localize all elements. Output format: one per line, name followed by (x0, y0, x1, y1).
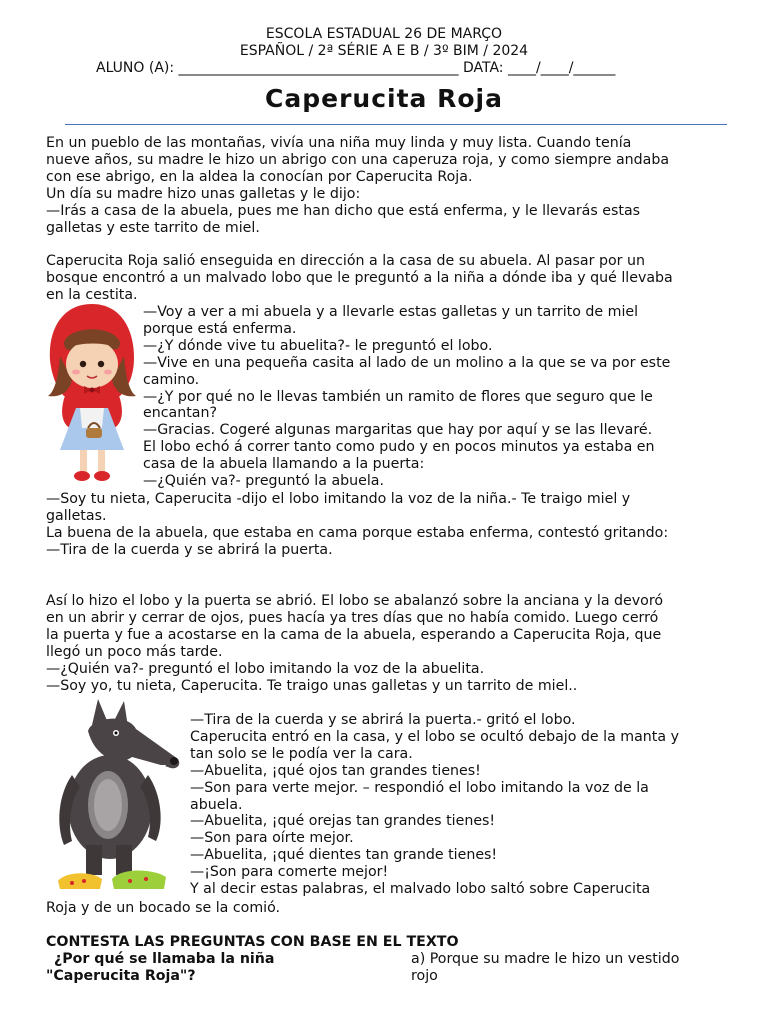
story-line: en la cestita. (46, 287, 138, 304)
story-line: llegó un poco más tarde. (46, 643, 223, 660)
story-line: El lobo echó á correr tanto como pudo y en pocos minutos ya estaba en (143, 439, 655, 456)
story-line: —Son para verte mejor. – respondió el lobo imitando la voz de la (190, 779, 649, 796)
story-line: Un día su madre hizo unas galletas y le dijo: (46, 185, 361, 202)
story-line: —Gracias. Cogeré algunas margaritas que hay por aquí y se las llevaré. (143, 422, 653, 439)
title-divider (65, 124, 727, 125)
student-line: ALUNO (A): ________________________________________ DATA: ____/____/______ (96, 60, 616, 76)
page-title: Caperucita Roja (265, 84, 503, 113)
story-line: —¿Y por qué no le llevas también un ramito de flores que seguro que le (143, 388, 653, 405)
story-line: —Abuelita, ¡qué ojos tan grandes tienes! (190, 762, 481, 779)
story-line: —¿Quién va?- preguntó la abuela. (143, 473, 385, 490)
story-line: galletas. (46, 507, 107, 524)
story-line: tan solo se le podía ver la cara. (190, 745, 413, 762)
story-line: —¡Son para comerte mejor! (190, 864, 389, 881)
story-line: Así lo hizo el lobo y la puerta se abrió. El lobo se abalanzó sobre la anciana y la devoró (46, 593, 664, 609)
answer-1-line-1: a) Porque su madre le hizo un vestido (411, 951, 680, 967)
story-line: porque está enferma. (143, 320, 297, 337)
story-line: galletas y este tarrito de miel. (46, 219, 260, 236)
story-block-2 (143, 304, 670, 490)
story-line: camino. (143, 371, 200, 388)
story-line: abuela. (190, 796, 243, 813)
story-line: con ese abrigo, en la aldea la conocían por Caperucita Roja. (46, 168, 473, 185)
caperucita-illustration (40, 300, 144, 486)
story-line: bosque encontró a un malvado lobo que le preguntó a la niña a dónde iba y qué llevaba (46, 270, 673, 287)
story-line: En un pueblo de las montañas, vivía una niña muy linda y muy lista. Cuando tenía (46, 135, 632, 151)
school-name: ESCOLA ESTADUAL 26 DE MARÇO (265, 26, 503, 42)
story-line: la puerta y fue a acostarse en la cama de la abuela, esperando a Caperucita Roja, que (46, 626, 662, 643)
wolf-illustration (52, 695, 186, 895)
story-line: —Vive en una pequeña casita al lado de un molino a la que se va por este (143, 354, 671, 371)
story-line: Y al decir estas palabras, el malvado lobo saltó sobre Caperucita (190, 881, 651, 898)
story-line: Caperucita Roja salió enseguida en dirección a la casa de su abuela. Al pasar por un (46, 253, 645, 270)
story-line: —Irás a casa de la abuela, pues me han dicho que está enferma, y le llevarás estas (46, 202, 641, 219)
story-line: La buena de la abuela, que estaba en cama porque estaba enferma, contestó gritando: (46, 524, 669, 541)
story-line: —Tira de la cuerda y se abrirá la puerta. (46, 541, 333, 558)
story-line: en un abrir y cerrar de ojos, pues hacía ya tres días que no había comido. Luego cerró (46, 609, 659, 626)
story-block-4 (46, 593, 663, 694)
story-line: —Abuelita, ¡qué orejas tan grandes tienes! (190, 813, 496, 830)
story-line: Caperucita entró en la casa, y el lobo se ocultó debajo de la manta y (190, 728, 679, 745)
story-line: —¿Quién va?- preguntó el lobo imitando la voz de la abuelita. (46, 660, 485, 677)
story-block-3 (46, 491, 668, 559)
answer-1-line-2: rojo (411, 968, 438, 984)
questions-heading: CONTESTA LAS PREGUNTAS CON BASE EN EL TEXTO (46, 934, 459, 950)
story-line: Roja y de un bocado se la comió. (46, 900, 281, 916)
story-line: —Soy yo, tu nieta, Caperucita. Te traigo unas galletas y un tarrito de miel.. (46, 677, 578, 694)
course-line: ESPAÑOL / 2ª SÉRIE A E B / 3º BIM / 2024 (239, 43, 529, 59)
story-line: encantan? (143, 405, 217, 422)
story-line: —Voy a ver a mi abuela y a llevarle estas galletas y un tarrito de miel (143, 304, 639, 320)
story-line: —¿Y dónde vive tu abuelita?- le preguntó el lobo. (143, 337, 493, 354)
story-line (46, 236, 673, 253)
question-1-line-1: ¿Por qué se llamaba la niña (54, 951, 275, 967)
question-1 (46, 951, 274, 968)
story-line: nueve años, su madre le hizo un abrigo con una caperuza roja, y como siempre andaba (46, 151, 670, 168)
question-1-line-2: "Caperucita Roja"? (46, 968, 196, 984)
story-block-5 (190, 712, 679, 898)
story-block-6 (46, 900, 280, 917)
story-line: casa de la abuela llamando a la puerta: (143, 456, 425, 473)
story-block-1 (46, 135, 673, 304)
story-line: —Son para oírte mejor. (190, 830, 354, 847)
story-line: —Soy tu nieta, Caperucita -dijo el lobo imitando la voz de la niña.- Te traigo miel y (46, 491, 631, 507)
story-line: —Abuelita, ¡qué dientes tan grande tienes! (190, 847, 498, 864)
story-line: —Tira de la cuerda y se abrirá la puerta.- gritó el lobo. (190, 712, 576, 728)
